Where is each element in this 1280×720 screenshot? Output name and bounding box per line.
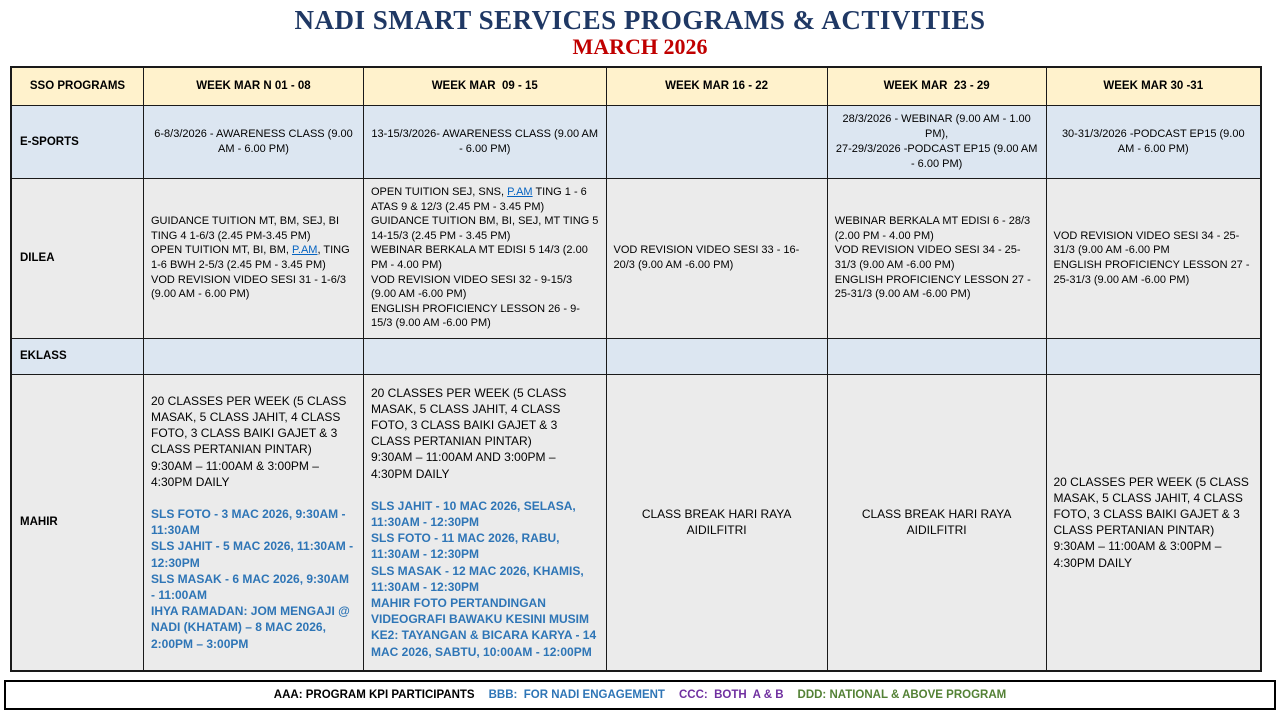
- cell-esports-week1: 6-8/3/2026 - AWARENESS CLASS (9.00 AM - 6.00 PM): [144, 105, 364, 178]
- page-title: NADI SMART SERVICES PROGRAMS & ACTIVITIES: [294, 5, 986, 35]
- header-week-mar-01-08: WEEK MAR N 01 - 08: [144, 67, 364, 105]
- cell-dilea-week5: [1046, 178, 1261, 338]
- table-row-eklass: [11, 338, 1261, 374]
- cell-eklass-week5: [1046, 338, 1261, 374]
- legend-aaa: AAA: PROGRAM KPI PARTICIPANTS: [273, 689, 475, 701]
- program-label-esports: E-SPORTS: [11, 105, 144, 178]
- legend-ccc: CCC: BOTH A & B: [678, 689, 784, 701]
- cell-mahir-week4: CLASS BREAK HARI RAYA AIDILFITRI: [827, 374, 1046, 671]
- cell-eklass-week2: [364, 338, 607, 374]
- mahir-classes-info: 20 CLASSES PER WEEK (5 CLASS MASAK, 5 CLASS JAHIT, 4 CLASS FOTO, 3 CLASS BAIKI GAJET & 3 CLASS PERTANIAN PINTAR) 9:30AM – 11:00AM AND 3:00PM – 4:30PM DAILY: [371, 385, 567, 481]
- mahir-classes-info: 20 CLASSES PER WEEK (5 CLASS MASAK, 5 CLASS JAHIT, 4 CLASS FOTO, 3 CLASS BAIKI GAJET & 3 CLASS PERTANIAN PINTAR) 9:30AM – 11:00AM & 3:00PM – 4:30PM DAILY: [1053, 474, 1249, 570]
- programs-schedule-table: [10, 66, 1262, 672]
- cell-dilea-week4: [827, 178, 1046, 338]
- cell-text: VOD REVISION VIDEO SESI 34 - 25-31/3 (9.00 AM -6.00 PM ENGLISH PROFICIENCY LESSON 27 - 25-31/3 (9.00 AM -6.00 PM): [1053, 229, 1250, 286]
- mahir-special-events: SLS FOTO - 3 MAC 2026, 9:30AM - 11:30AM SLS JAHIT - 5 MAC 2026, 11:30AM - 12:30PM SLS MASAK - 6 MAC 2026, 9:30AM - 11:00AM IHYA RAMADAN: JOM MENGAJI @ NADI (KHATAM) – 8 MAC 2026, 2:00PM – 3:00PM: [151, 506, 354, 651]
- cell-dilea-week1: [144, 178, 364, 338]
- mahir-special-events: SLS JAHIT - 10 MAC 2026, SELASA, 11:30AM - 12:30PM SLS FOTO - 11 MAC 2026, RABU, 11:30AM - 12:30PM SLS MASAK - 12 MAC 2026, KHAMIS, 11:30AM - 12:30PM MAHIR FOTO PERTANDINGAN VIDEOGRAFI BAWAKU KESINI MUSIM KE2: TAYANGAN & BICARA KARYA - 14 MAC 2026, SABTU, 10:00AM - 12:00PM: [371, 498, 597, 659]
- cell-text: TING 1 - 6 ATAS 9 & 12/3 (2.45 PM - 3.45 PM) GUIDANCE TUITION BM, BI, SEJ, MT TING 5 14-15/3 (2.45 PM - 3.45 PM) WEBINAR BERKALA MT EDISI 5 14/3 (2.00 PM - 4.00 PM) VOD REVISION VIDEO SESI 32 - 9-15/3 (9.00 AM -6.00 PM) ENGLISH PROFICIENCY LESSON 26 - 9-15/3 (9.00 AM -6.00 PM): [371, 186, 599, 330]
- cell-esports-week3: [606, 105, 827, 178]
- program-label-eklass: EKLASS: [11, 338, 144, 374]
- cell-esports-week4: 28/3/2026 - WEBINAR (9.00 AM - 1.00 PM), 27-29/3/2026 -PODCAST EP15 (9.00 AM - 6.00 PM): [827, 105, 1046, 178]
- mahir-classes-info: 20 CLASSES PER WEEK (5 CLASS MASAK, 5 CLASS JAHIT, 4 CLASS FOTO, 3 CLASS BAIKI GAJET & 3 CLASS PERTANIAN PINTAR) 9:30AM – 11:00AM & 3:00PM – 4:30PM DAILY: [151, 393, 347, 489]
- program-label-mahir: MAHIR: [11, 374, 144, 671]
- cell-mahir-week2: [364, 374, 607, 671]
- cell-dilea-week2: [364, 178, 607, 338]
- header-week-mar-30-31: WEEK MAR 30 -31: [1046, 67, 1261, 105]
- header-week-mar-16-22: WEEK MAR 16 - 22: [606, 67, 827, 105]
- cell-mahir-week3: CLASS BREAK HARI RAYA AIDILFITRI: [606, 374, 827, 671]
- legend-ddd: DDD: NATIONAL & ABOVE PROGRAM: [797, 689, 1007, 701]
- table-row-esports: [11, 105, 1261, 178]
- cell-eklass-week4: [827, 338, 1046, 374]
- program-label-dilea: DILEA: [11, 178, 144, 338]
- cell-text: , TING 1-6 BWH 2-5/3 (2.45 PM - 3.45 PM) VOD REVISION VIDEO SESI 31 - 1-6/3 (9.00 AM - 6.00 PM): [151, 244, 350, 301]
- header-week-mar-23-29: WEEK MAR 23 - 29: [827, 67, 1046, 105]
- cell-mahir-week5: [1046, 374, 1261, 671]
- header-week-mar-09-15: WEEK MAR 09 - 15: [364, 67, 607, 105]
- header-sso-programs: SSO PROGRAMS: [11, 67, 144, 105]
- cell-eklass-week1: [144, 338, 364, 374]
- pam-hyperlink[interactable]: P.AM: [291, 244, 318, 257]
- cell-mahir-week1: [144, 374, 364, 671]
- cell-esports-week2: 13-15/3/2026- AWARENESS CLASS (9.00 AM - 6.00 PM): [364, 105, 607, 178]
- table-row-mahir: [11, 374, 1261, 671]
- cell-eklass-week3: [606, 338, 827, 374]
- table-row-dilea: [11, 178, 1261, 338]
- header-row: [11, 67, 1261, 105]
- cell-text: WEBINAR BERKALA MT EDISI 6 - 28/3 (2.00 PM - 4.00 PM) VOD REVISION VIDEO SESI 34 - 25-31/3 (9.00 AM -6.00 PM) ENGLISH PROFICIENCY LESSON 27 - 25-31/3 (9.00 AM -6.00 PM): [834, 215, 1031, 301]
- page-subtitle: MARCH 2026: [572, 34, 708, 59]
- pam-hyperlink[interactable]: P.AM: [507, 186, 533, 199]
- legend-bbb: BBB: FOR NADI ENGAGEMENT: [488, 689, 665, 701]
- legend-bar: [4, 680, 1276, 710]
- cell-text: OPEN TUITION SEJ, SNS,: [371, 186, 508, 199]
- cell-text: VOD REVISION VIDEO SESI 33 - 16-20/3 (9.00 AM -6.00 PM): [613, 244, 800, 271]
- cell-dilea-week3: [606, 178, 827, 338]
- cell-text: GUIDANCE TUITION MT, BM, SEJ, BI TING 4 1-6/3 (2.45 PM-3.45 PM) OPEN TUITION MT, BI, BM,: [151, 215, 340, 257]
- cell-esports-week5: 30-31/3/2026 -PODCAST EP15 (9.00 AM - 6.00 PM): [1046, 105, 1261, 178]
